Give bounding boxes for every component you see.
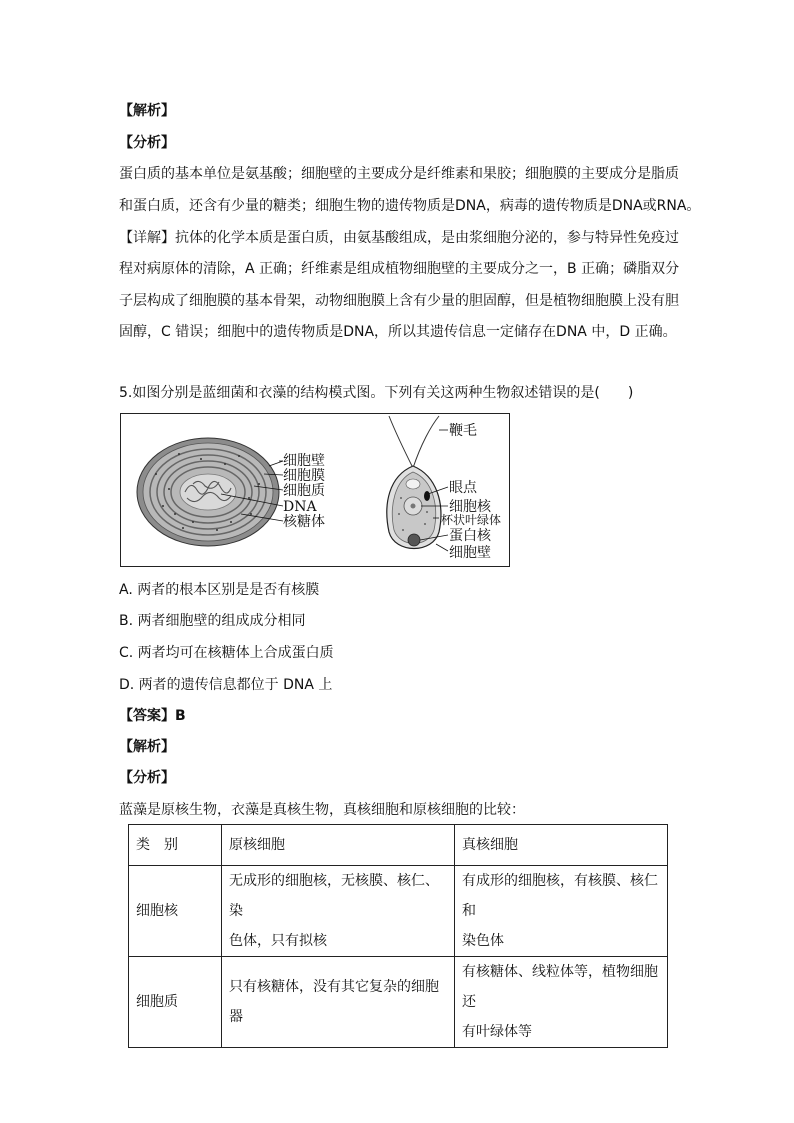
cell-text-line: 有核糖体、线粒体等，植物细胞还 (462, 964, 658, 1010)
option-a: A. 两者的根本区别是是否有核膜 (119, 582, 320, 598)
cell-text-line: 只有核糖体，没有其它复杂的细胞器 (229, 979, 439, 1025)
label-eyespot: 眼点 (449, 480, 477, 496)
table-cell-prokaryote (222, 866, 455, 957)
section-fenxi: 【分析】 (119, 135, 175, 151)
label-ribosome: 核糖体 (283, 514, 325, 530)
table-row (129, 866, 668, 957)
label-flagellum: 鞭毛 (449, 423, 477, 439)
label-cell-membrane: 细胞膜 (283, 468, 325, 484)
paragraph-line: 和蛋白质，还含有少量的糖类；细胞生物的遗传物质是DNA，病毒的遗传物质是DNA或RNA。 (119, 198, 701, 214)
cell-text-line: 色体，只有拟核 (229, 933, 327, 949)
table-header-row (129, 825, 668, 866)
paragraph-line: 【详解】抗体的化学本质是蛋白质，由氨基酸组成，是由浆细胞分泌的，参与特异性免疫过 (119, 230, 679, 246)
table-cell-category: 细胞核 (129, 866, 222, 957)
cell-text-line: 有叶绿体等 (462, 1024, 532, 1040)
table-header-cell: 真核细胞 (455, 825, 668, 866)
chlamydomonas-drawing (387, 416, 441, 549)
section-jiexi-2: 【解析】 (119, 739, 175, 755)
table-header-cell: 原核细胞 (222, 825, 455, 866)
table-cell-eukaryote (455, 957, 668, 1048)
paragraph-line: 蛋白质的基本单位是氨基酸；细胞壁的主要成分是纤维素和果胶；细胞膜的主要成分是脂质 (119, 166, 679, 182)
table-cell-eukaryote (455, 866, 668, 957)
question-5: 5.如图分别是蓝细菌和衣藻的结构模式图。下列有关这两种生物叙述错误的是( ) (119, 385, 634, 401)
cell-text-line: 有成形的细胞核，有核膜、核仁和 (462, 873, 658, 919)
table-cell-prokaryote (222, 957, 455, 1048)
option-c: C. 两者均可在核糖体上合成蛋白质 (119, 645, 334, 661)
label-cell-wall-right: 细胞壁 (449, 545, 491, 561)
cyanobacterium-labels (283, 453, 325, 530)
answer: 【答案】B (119, 708, 186, 724)
label-cytoplasm: 细胞质 (283, 483, 325, 499)
paragraph-line: 程对病原体的清除，A 正确；纤维素是组成植物细胞壁的主要成分之一，B 正确；磷脂双分 (119, 261, 680, 277)
option-b: B. 两者细胞壁的组成成分相同 (119, 613, 306, 629)
label-pyrenoid: 蛋白核 (449, 528, 491, 544)
cell-text-line: 无成形的细胞核，无核膜、核仁、染 (229, 873, 439, 919)
comparison-table (128, 824, 668, 1048)
cell-text-line: 染色体 (462, 933, 504, 949)
analysis-text: 蓝藻是原核生物，衣藻是真核生物，真核细胞和原核细胞的比较： (119, 802, 525, 818)
cyanobacterium-drawing (137, 438, 279, 546)
table-header-cell: 类 别 (129, 825, 222, 866)
paragraph-line: 子层构成了细胞膜的基本骨架，动物细胞膜上含有少量的胆固醇，但是植物细胞膜上没有胆 (119, 293, 679, 309)
section-fenxi-2: 【分析】 (119, 770, 175, 786)
table-row (129, 957, 668, 1048)
label-nucleus: 细胞核 (449, 499, 491, 515)
cell-structure-figure (120, 413, 510, 567)
paragraph-line: 固醇，C 错误；细胞中的遗传物质是DNA，所以其遗传信息一定储存在DNA 中，D 正确。 (119, 324, 677, 340)
label-cup-chloroplast: 杯状叶绿体 (441, 513, 502, 527)
section-jiexi: 【解析】 (119, 103, 175, 119)
label-dna: DNA (283, 499, 317, 515)
cell-diagram (121, 414, 511, 568)
table-cell-category: 细胞质 (129, 957, 222, 1048)
chlamydomonas-labels (441, 422, 501, 561)
label-cell-wall: 细胞壁 (283, 453, 325, 469)
option-d: D. 两者的遗传信息都位于 DNA 上 (119, 677, 333, 693)
